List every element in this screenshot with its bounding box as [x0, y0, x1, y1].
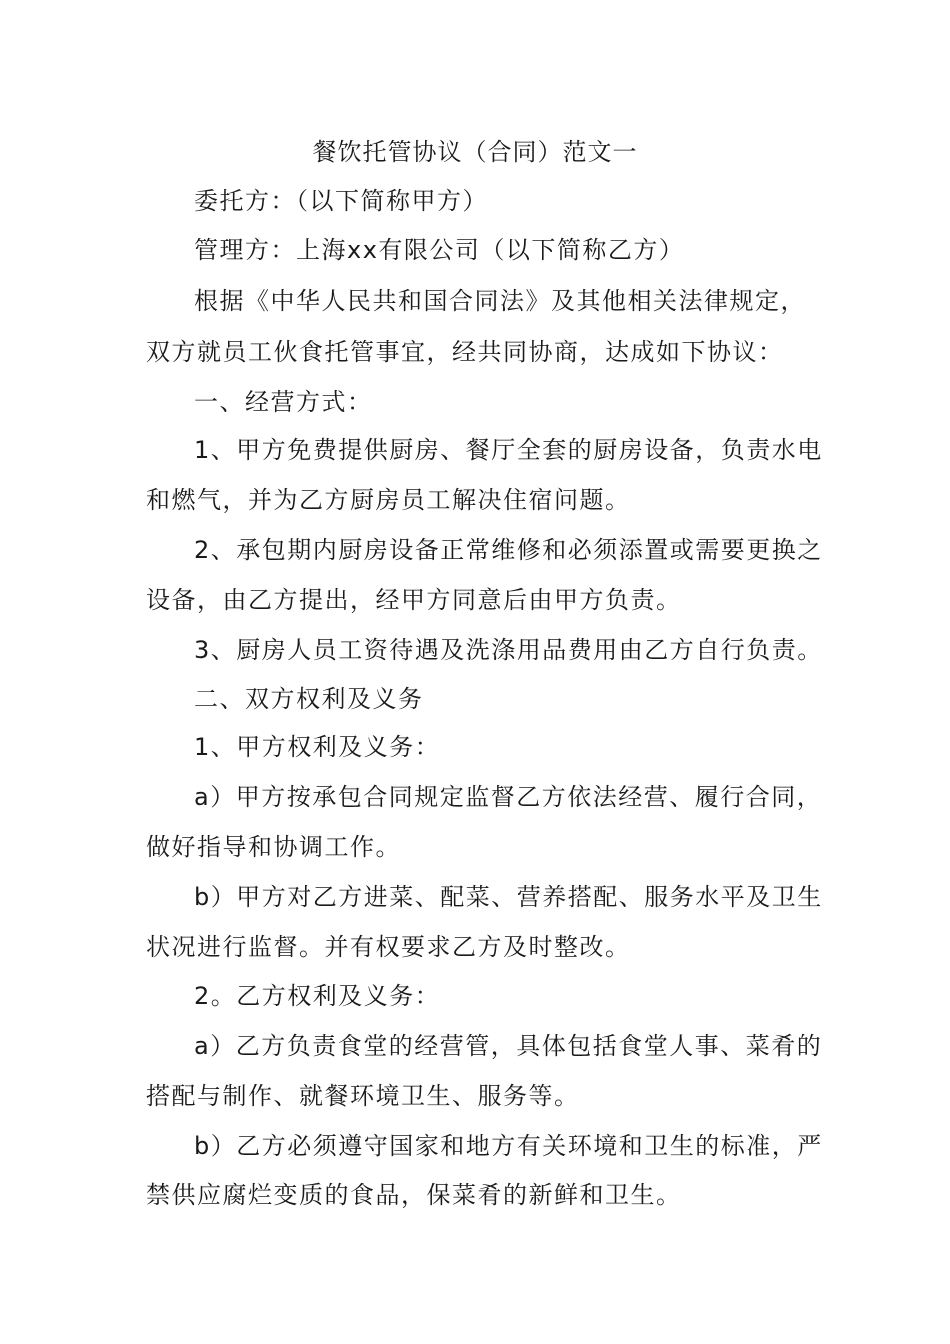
paragraph-line: 搭配与制作、就餐环境卫生、服务等。 — [146, 1082, 580, 1110]
paragraph-line: 做好指导和协调工作。 — [146, 833, 401, 861]
paragraph-line: 管理方：上海xx有限公司（以下简称乙方） — [194, 236, 685, 264]
paragraph-line: 3、厨房人员工资待遇及洗涤用品费用由乙方自行负责。 — [194, 636, 823, 664]
paragraph-line: 设备，由乙方提出，经甲方同意后由甲方负责。 — [146, 586, 682, 614]
paragraph-line: 根据《中华人民共和国合同法》及其他相关法律规定， — [194, 287, 806, 315]
document-title: 餐饮托管协议（合同）范文一 — [312, 138, 638, 166]
paragraph-line: a）甲方按承包合同规定监督乙方依法经营、履行合同， — [194, 783, 823, 811]
paragraph-line: 2、承包期内厨房设备正常维修和必须添置或需要更换之 — [194, 536, 823, 564]
paragraph-line: 1、甲方权利及义务： — [194, 733, 441, 761]
paragraph-line: b）甲方对乙方进菜、配菜、营养搭配、服务水平及卫生 — [194, 883, 823, 911]
paragraph-line: 和燃气，并为乙方厨房员工解决住宿问题。 — [146, 486, 631, 514]
paragraph-line: 双方就员工伙食托管事宜，经共同协商，达成如下协议： — [146, 338, 784, 366]
paragraph-line: 一、经营方式： — [194, 388, 373, 416]
paragraph-line: 禁供应腐烂变质的食品，保菜肴的新鲜和卫生。 — [146, 1181, 682, 1209]
paragraph-line: 委托方：（以下简称甲方） — [194, 187, 488, 215]
paragraph-line: 2。乙方权利及义务： — [194, 982, 441, 1010]
paragraph-line: 1、甲方免费提供厨房、餐厅全套的厨房设备，负责水电 — [194, 436, 823, 464]
paragraph-line: 状况进行监督。并有权要求乙方及时整改。 — [146, 933, 631, 961]
paragraph-line: 二、双方权利及义务 — [194, 685, 424, 713]
paragraph-line: b）乙方必须遵守国家和地方有关环境和卫生的标准，严 — [194, 1132, 823, 1160]
paragraph-line: a）乙方负责食堂的经营管，具体包括食堂人事、菜肴的 — [194, 1032, 823, 1060]
